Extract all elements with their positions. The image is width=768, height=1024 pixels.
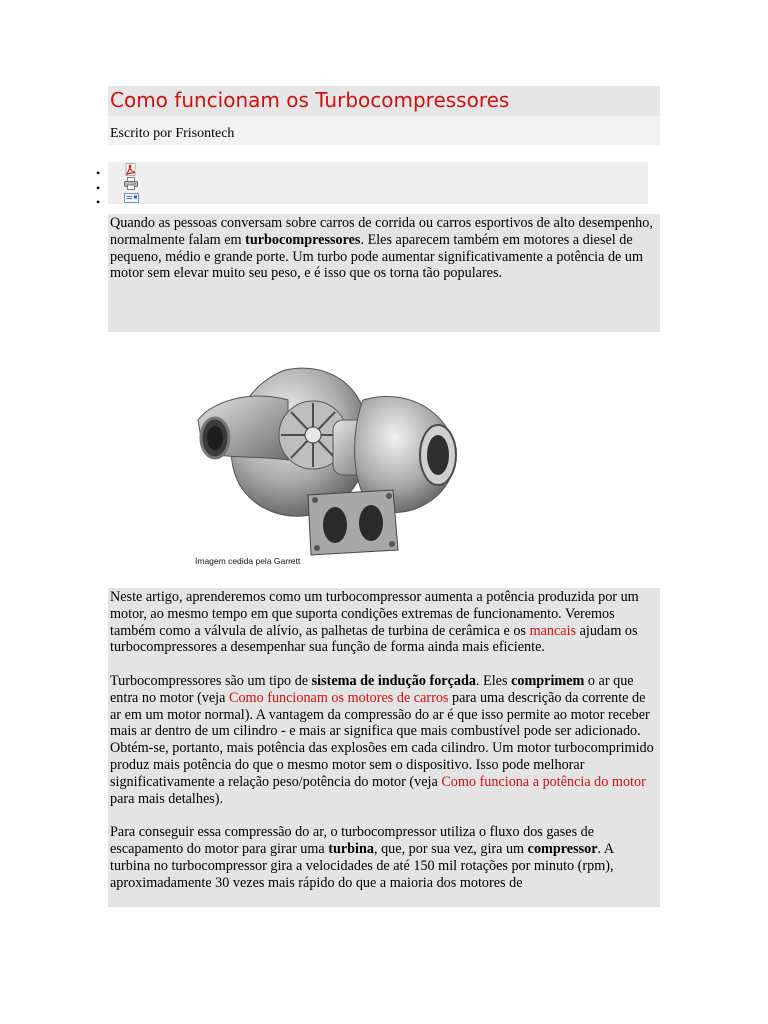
- turbocharger-image: [193, 350, 465, 568]
- p2-text-e: para mais detalhes).: [110, 790, 224, 807]
- p2-text-c: o ar que entra no motor (veja: [110, 672, 634, 706]
- page-title: Como funcionam os Turbocompressores: [110, 88, 510, 112]
- image-caption: Imagem cedida pela Garrett: [195, 556, 301, 566]
- link-motores-de-carros[interactable]: Como funcionam os motores de carros: [228, 689, 449, 706]
- p3-text-b: , que, por sua vez, gira um: [373, 840, 528, 857]
- intro-text-2: . Eles aparecem também em motores a diesel de pequeno, médio e grande porte. Um turbo pode aumentar significativamente a potência de um motor sem elevar muito seu peso, e é isso que os torna tão populares.: [110, 231, 644, 282]
- link-mancais[interactable]: mancais: [529, 622, 577, 639]
- p3-bold-1: turbina: [328, 840, 374, 857]
- p3-text-c: . A turbina no turbocompressor gira a velocidades de até 150 mil rotações por minuto (rpm), aproximadamente 30 vezes mais rápido do que a maioria dos motores de: [110, 840, 614, 891]
- paragraph-1: [110, 589, 656, 656]
- p1-text-a: Neste artigo, aprenderemos como um turbocompressor aumenta a potência produzida por um motor, ao mesmo tempo em que suporta condições extremas de funcionamento. Veremos também como a válvula de alívio, as palhetas de turbina de cerâmica e os: [110, 589, 639, 639]
- author-bar: [108, 116, 660, 145]
- intro-bold-term: turbocompressores: [245, 231, 361, 248]
- article-body: [108, 588, 660, 907]
- p2-text-b: . Eles: [475, 672, 512, 689]
- p2-bold-2: comprimem: [511, 672, 585, 689]
- intro-text-1: Quando as pessoas conversam sobre carros de corrida ou carros esportivos de alto desempenho, normalmente falam em: [110, 215, 653, 248]
- author-line: Escrito por Frisontech: [110, 126, 235, 141]
- p3-text-a: Para conseguir essa compressão do ar, o turbocompressor utiliza o fluxo dos gases de escapamento do motor para girar uma: [110, 824, 595, 857]
- p1-text-b: ajudam os turbocompressores a desempenhar sua função de forma ainda mais eficiente.: [110, 622, 638, 656]
- p3-bold-2: compressor: [527, 840, 598, 857]
- link-potencia-do-motor[interactable]: Como funciona a potência do motor: [441, 773, 646, 790]
- p2-bold-1: sistema de indução forçada: [311, 672, 476, 689]
- paragraph-3: [110, 824, 656, 891]
- intro-paragraph: [108, 214, 660, 332]
- print-icon[interactable]: [124, 177, 138, 190]
- tool-bullets: • • •: [96, 166, 101, 209]
- p2-text-d: para uma descrição da corrente de ar em um motor normal). A vantagem da compressão do ar é que isso permite ao motor receber mais ar dentro de um cilindro - e mais ar significa que mais combustível pode ser adicionado. Obtém-se, portanto, mais potência das explosões em cada cilindro. Um motor turbocomprimido produz mais potência do que o mesmo motor sem o dispositivo. Isso pode melhorar significativamente a relação peso/potência do motor (veja: [110, 689, 654, 790]
- title-bar: [108, 86, 660, 116]
- p2-text-a: Turbocompressores são um tipo de: [110, 672, 312, 689]
- pdf-icon[interactable]: [124, 163, 138, 176]
- email-icon[interactable]: [124, 191, 140, 204]
- paragraph-2: [110, 673, 656, 807]
- article-tools: [108, 162, 648, 204]
